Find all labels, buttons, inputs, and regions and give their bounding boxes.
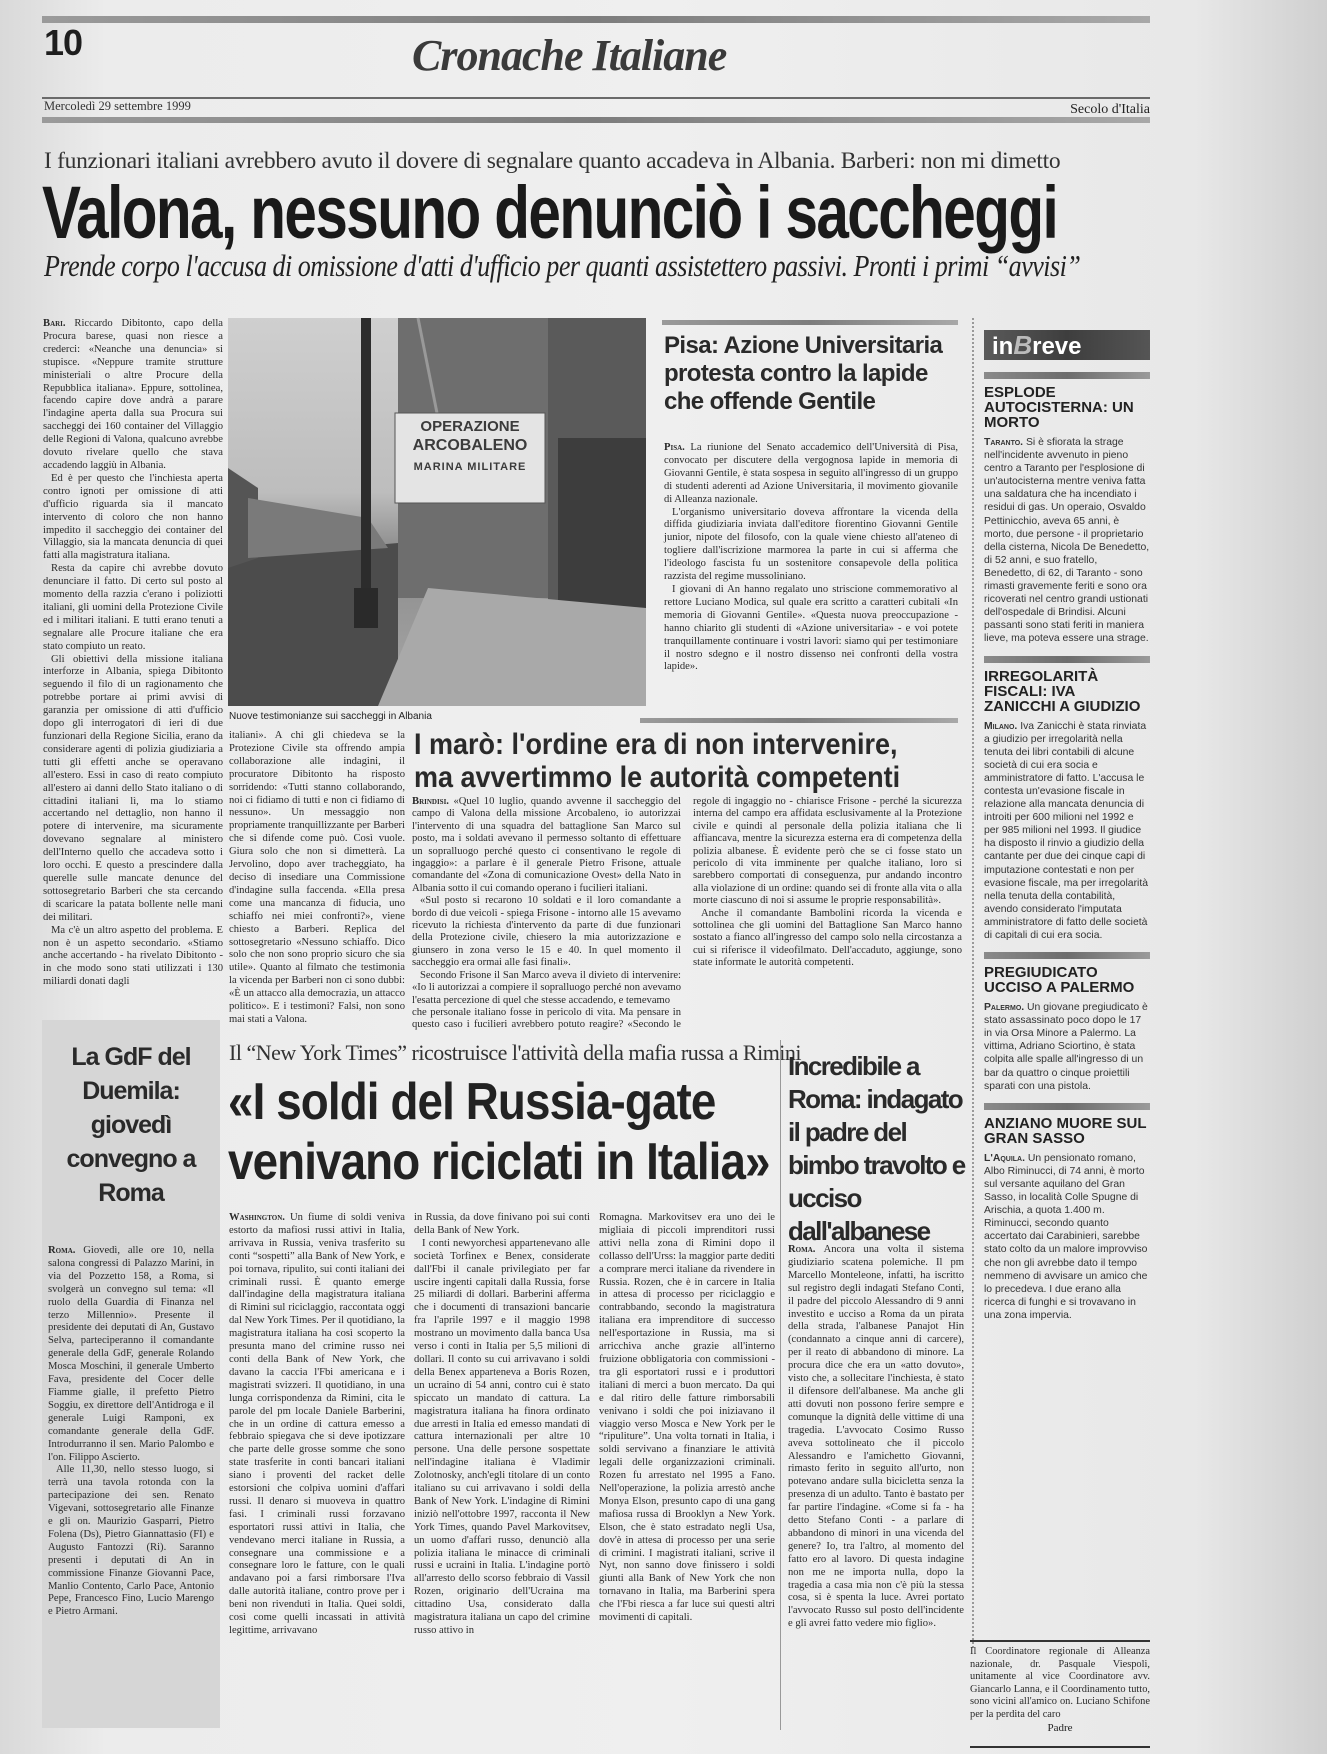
in-breve-label bbox=[984, 330, 1150, 360]
lead-deck: Prende corpo l'accusa di omissione d'atti d'ufficio per quanti assistettero passivi. Pronti i primi “avvisi” bbox=[44, 248, 1081, 283]
breve-body: Si è sfiorata la strage nell'incidente avvenuto in pieno centro a Taranto per l'esplosione di un'autocisterna mentre veniva fatta una saldatura che ha incendiato i residui di gas. Un operaio, Osvaldo Pettinicchio, aveva 65 anni, è morto, due persone - il proprietario della cisterna, Nicola De Benedetto, di 52 anni, e suo fratello, Benedetto, di 62, di Taranto - sono rimasti gravemente feriti e sono ora ricoverati nel centro grandi ustionati dell'ospedale di Brindisi. Alcuni passanti sono stati feriti in maniera lieve, ma poteva essere una strage. bbox=[984, 437, 1150, 645]
sign-text-line-2: ARCOBALENO bbox=[412, 437, 528, 454]
gdf-box bbox=[42, 1020, 220, 1728]
breve-body: Un giovane pregiudicato è stato assassinato poco dopo le 17 in via Orsa Minore a Palermo. La vittima, Adriano Sciortino, è stata colpita alle spalle all'ingresso di un bar da quattro o cinque proiettili sparati con una pistola. bbox=[984, 1002, 1148, 1092]
masthead-rule bbox=[42, 97, 1150, 99]
dateline: Roma. bbox=[788, 1244, 816, 1255]
news-photo bbox=[228, 318, 646, 706]
incredibile-headline: Incredibile a Roma: indagato il padre del bimbo travolto e ucciso dall'albanese bbox=[788, 1051, 965, 1246]
photo-scene bbox=[228, 318, 646, 706]
paragraph: in Russia, da dove finivano poi sui conti della Bank of New York. bbox=[414, 1212, 590, 1236]
in-breve-label-in: in bbox=[992, 333, 1014, 360]
breve-body: Iva Zanicchi è stata rinviata a giudizio per irregolarità nella tenuta dei libri contabili di alcune società di cui era socia e amministratore di fatto. L'accusa le contesta un'evasione fiscale in relazione alla mancata denuncia di introiti per 600 milioni nel 1992 e per 985 milioni nel 1993. Il giudice ha disposto il rinvio a giudizio della cantante per due dei cinque capi di imputazione contestati e non per evasione fiscale, ma per irregolarità nella tenuta della contabilità, avendo considerato l'imputata amministratore di fatto delle società di capitali di cui era socia. bbox=[984, 720, 1149, 941]
paragraph: I giovani di An hanno regalato uno striscione commemorativo al rettore Luciano Modica, sul quale era scritto a caratteri cubitali «In memoria di Giovanni Gentile». «Questa nuova preoccupazione - hanno chiarito gli studenti di «Azione universitaria» - e voi potete tranquillamente continuare i vostri lavori: siamo qui per testimoniare il nostro sdegno e il nostro dissenso nei confronti della vostra lapide». bbox=[664, 583, 958, 673]
page-number: 10 bbox=[44, 22, 83, 63]
dateline: Palermo. bbox=[984, 1002, 1025, 1014]
paragraph: L'organismo universitario doveva affrontare la vicenda della diffida giudiziaria inviata dall'editore fiorentino Giovanni Gentile junior, nipote del filosofo, con la quale viene chiesto all'ateneo di togliere dall'iscrizione marmorea la parte in cui si afferma che l'ideologo fascista fu un sostenitore consapevole della politica razzista del regime mussoliniano. bbox=[664, 506, 958, 583]
breve-separator bbox=[984, 1103, 1150, 1110]
lead-article-column-1 bbox=[43, 318, 223, 988]
paragraph: Gli obiettivi della missione italiana interforze in Albania, spiega Dibitonto seguendo il filo di un ragionamento che potrebbe portare ai primi avvisi di garanzia per omissione di atti d'ufficio dopo gli interrogatori di ieri di due funzionari della Regione Sicilia, erano da considerare agenti di polizia giudiziaria a tutti gli effetti anche se operavano all'estero. Essi in caso di reato compiuto all'estero ai danni dello Stato italiano o di cittadini italiani lì, ma lo stiamo accertando nel dettaglio, non hanno il potere di intervenire, ma sicuramente dovevano segnalare al ministero dell'Interno quello che accadeva sotto i loro occhi. E questo a prescindere dalla querelle sulle mancate denunce del sottosegretario Barberi che sta cercando di scaricare la patata bollente nelle mani dei militari. bbox=[43, 653, 223, 923]
paragraph: Resta da capire chi avrebbe dovuto denunciare il fatto. Di certo sul posto al momento della razzia c'erano i poliziotti italiani, gli uomini della Protezione Civile ed i militari italiani. E tutti erano tenuti a segnalare alle Procure italiane che era stato compiuto un reato. bbox=[43, 563, 223, 652]
paragraph: Ed è per questo che l'inchiesta aperta contro ignoti per omissione di atti d'ufficio riguarda sia il mancato intervento di coloro che non hanno impedito il saccheggio dei container del Villaggio, sia la mancata denuncia di quei fatti alla magistratura italiana. bbox=[43, 472, 223, 562]
pisa-rule bbox=[662, 320, 958, 325]
paragraph: «Sul posto si recarono 10 soldati e il loro comandante a bordo di due veicoli - spiega Frisone - intorno alle 15 avevamo ricevuto la richiesta d'intervento da parte di due funzionari della Protezione civile, chiesero la mia autorizzazione e giunsero in zona verso le 15 e 40. In quel momento il saccheggio era ormai alle fasi finali». bbox=[412, 895, 681, 969]
in-breve-column bbox=[984, 330, 1150, 1332]
sign-text-line-1: OPERAZIONE bbox=[420, 418, 520, 435]
obituary-signature: Padre bbox=[1047, 1721, 1073, 1734]
paragraph: Ancora una volta il sistema giudiziario scatena polemiche. Il pm Marcello Monteleone, infatti, ha iscritto sul registro degli indagati Stefano Conti, il padre del piccolo Alessandro di 9 anni investito e ucciso a Roma da un pirata della strada, l'albanese Panajot Hin (condannato a cinque anni di carcere), per il reato di abbandono di minore. La procura dice che era un «atto dovuto», visto che, a sollecitare l'inchiesta, è stato il difensore dell'albanese. Ma anche gli atti dovuti non possono ferire sempre e comunque la dignità delle vittime di una tragedia. L'avvocato Cosimo Russo aveva sottolineato che il piccolo Alessandro e l'amichetto Giovanni, rimasto ferito in seguito all'urto, non potevano andare sulla bicicletta senza la presenza di un adulto. Tanto è bastato per far partire l'indagine. «Come si fa - ha detto Stefano Conti - a parlare di abbandono di minori in una vicenda del genere? Io, tra l'altro, al momento del fatto ero al lavoro. Di questa indagine non me ne importa nulla, dopo la tragedia a casa mia non c'è più la stessa cosa, si è spenta la luce. Avrei portato l'avvocato Russo sul posto dell'incidente e gli avrei fatto vedere mio figlio». bbox=[788, 1244, 964, 1630]
obituary-text: Il Coordinatore regionale di Alleanza nazionale, dr. Pasquale Viespoli, unitamente al vice Coordinatore avv. Giancarlo Lanna, e il Coordinamento tutto, sono vicini all'amico on. Luciano Schifone per la perdita del caro bbox=[970, 1646, 1150, 1720]
paragraph: I conti newyorchesi appartenevano alle società Torfinex e Benex, considerate dall'Fbi il canale privilegiato per far uscire ingenti capitali dalla Russia, forse 25 miliardi di dollari. Barberini afferma che i documenti di transazioni bancarie fra l'aprile 1997 e il maggio 1998 mostrano un movimento dalla banca Usa verso i conti in Italia per 5,5 milioni di dollari. Il conto su cui arrivavano i soldi della Benex apparteneva a Boris Rozen, un ucraino di 54 anni, contro cui è stato spiccato un mandato di cattura. La magistratura italiana ha finora ordinato due arresti in Italia ed emesso mandati di cattura internazionali per altre 10 persone. Una delle persone sospettate nell'indagine italiana è Vladimir Zolotnosky, anch'egli titolare di un conto italiano su cui arrivavano i soldi della Bank of New York. L'indagine di Rimini iniziò nell'ottobre 1997, racconta il New York Times, quando Pavel Markovitsev, un uomo d'affari russo, denunciò alla polizia italiana le minacce di criminali russi e ucraini in Italia. L'indagine portò all'arresto dello scorso febbraio di Vassil Rozen, originario dell'Ucraina ma cittadino Usa, considerato dalla magistratura italiana un capo del crimine russo attivo in bbox=[414, 1237, 590, 1636]
russia-article-column-2 bbox=[414, 1212, 590, 1727]
sign-text-line-3: MARINA MILITARE bbox=[413, 461, 527, 473]
paragraph: Anche il comandante Bambolini ricorda la vicenda e sottolinea che gli uomini del Battaglione San Marco hanno sostato a fianco all'ingresso del campo solo nella circostanza a cui si riferisce il videofilmato. Dell'accaduto, aggiunge, sono state informate le autorità competenti. bbox=[693, 907, 962, 969]
dateline: Taranto. bbox=[984, 437, 1024, 448]
dateline: Washington. bbox=[229, 1212, 285, 1223]
breve-title: ESPLODE AUTOCISTERNA: UN MORTO bbox=[984, 384, 1134, 431]
lead-kicker: I funzionari italiani avrebbero avuto il dovere di segnalare quanto accadeva in Albania. Barberi: non mi dimetto bbox=[44, 148, 1061, 174]
breve-item bbox=[984, 656, 1150, 943]
issue-date: Mercoledì 29 settembre 1999 bbox=[44, 99, 191, 113]
lead-headline: Valona, nessuno denunciò i saccheggi bbox=[42, 171, 1058, 254]
column-divider bbox=[780, 1040, 781, 1730]
top-rule bbox=[42, 16, 1150, 23]
paragraph: La riunione del Senato accademico dell'Università di Pisa, convocato per discutere della vergognosa lapide in memoria di Giovanni Gentile, è stata sospesa in seguito all'ingresso di un gruppo di studenti aderenti ad Azione Universitaria, il movimento giovanile di Alleanza nazionale. bbox=[664, 442, 958, 505]
breve-body: Un pensionato romano, Albo Riminucci, di 74 anni, è morto sul versante aquilano del Gran Sasso, in località Colle Spugne di Arischia, a quota 1.400 m. Riminucci, secondo quanto accertato dai Carabinieri, sarebbe stato colto da un malore improvviso che non gli avrebbe dato il tempo nemmeno di avvisare un amico che lo precedeva. I due erano alla ricerca di funghi e si trovavano in una zona impervia. bbox=[984, 1152, 1148, 1321]
breve-title: ANZIANO MUORE SUL GRAN SASSO bbox=[984, 1114, 1147, 1147]
paragraph: che personale italiano fosse in pericolo di vita. Ma pensare in questo caso i fucilieri avrebbero potuto reagire? «Secondo le regole di ingaggio no - chiarisce Frisone - perché la sicurezza interna del campo era affidata esclusivamente al la Protezione civile e quindi al personale della polizia italiana che li affiancava, mentre la sicurezza esterna era di competenza della polizia albanese. È evidente però che se ci fosse stato un pericolo di vita imminente per qualche italiano, loro si sarebbero comportati di conseguenza, pur andando incontro alla violazione di un ordine: quando sei di fronte alla vita o alla morte ciascuno di noi si assume le proprie responsabilità». bbox=[412, 796, 962, 1031]
breve-title: IRREGOLARITÀ FISCALI: IVA ZANICCHI A GIUDIZIO bbox=[984, 667, 1141, 715]
newspaper-name: Secolo d'Italia bbox=[1070, 102, 1150, 117]
paragraph: Ma c'è un altro aspetto del problema. E non è un aspetto secondario. «Stiamo anche accertando - ha rivelato Dibitonto - in che modo sono stati utilizzati i 130 miliardi donati dagli bbox=[43, 924, 223, 988]
breve-separator bbox=[984, 372, 1150, 379]
in-breve-label-rest: reve bbox=[1032, 333, 1082, 360]
breve-title: PREGIUDICATO UCCISO A PALERMO bbox=[984, 964, 1135, 997]
lead-article-column-2 bbox=[229, 730, 405, 1025]
photo-caption: Nuove testimonianze sui saccheggi in Albania bbox=[229, 711, 432, 722]
gdf-article-body bbox=[48, 1245, 214, 1723]
gdf-headline: La GdF del Duemila: giovedì convegno a Roma bbox=[66, 1043, 196, 1207]
dateline: Bari. bbox=[43, 318, 66, 329]
breve-item bbox=[984, 952, 1150, 1093]
pisa-headline: Pisa: Azione Universitaria protesta contro la lapide che offende Gentile bbox=[664, 332, 943, 415]
paragraph: Giovedì, alle ore 10, nella salona congressi di Palazzo Marini, in via del Pozzetto 158, a Roma, si svolgerà un convegno sul tema: «Il ruolo della Guardia di Finanza nel terzo Millennio». Presente il presidente dei deputati di An, Gustavo Selva, parteciperanno il comandante generale della GdF, generale Rolando Mosca Moschini, il generale Umberto Fava, presidente del Cocer delle Fiamme gialle, il prefetto Pietro Soggiu, ex direttore dell'Antidroga e il generale Luigi Ramponi, ex comandante generale della GdF. Introdurranno il sen. Mario Palombo e l'on. Filippo Ascierto. bbox=[48, 1245, 214, 1463]
in-breve-label-initial: B bbox=[1013, 330, 1033, 360]
dateline: Milano. bbox=[984, 720, 1018, 732]
paragraph: Secondo Frisone il San Marco aveva il divieto di intervenire: «Io li autorizzai a compiere il sopralluogo perché non avevamo l'esatta percezione di quel che stesse accadendo, e temevamo bbox=[412, 969, 681, 1006]
dateline: Pisa. bbox=[664, 442, 685, 453]
incredibile-article-body bbox=[788, 1244, 964, 1728]
maro-headline-line-1: I marò: l'ordine era di non intervenire, bbox=[414, 728, 898, 761]
section-title: Cronache Italiane bbox=[412, 31, 727, 80]
pisa-article-body bbox=[664, 442, 958, 708]
maro-article-body bbox=[412, 796, 962, 1036]
breve-item bbox=[984, 372, 1150, 646]
russia-headline-line-2: venivano riciclati in Italia» bbox=[228, 1133, 770, 1191]
breve-separator bbox=[984, 952, 1150, 959]
maro-headline-line-2: ma avvertimmo le autorità competenti bbox=[414, 761, 901, 794]
masthead-band bbox=[42, 117, 1150, 123]
paragraph: Un fiume di soldi veniva estorto da mafiosi russi attivi in Italia, arrivava in Russia, veniva trasferito su conti “sospetti” alla Bank of New York, e poi tornava, ripulito, sui conti italiani dei criminali russi. È quanto emerge dall'indagine della magistratura italiana di Rimini sul riciclaggio, raccontata oggi dal New York Times. Per il quotidiano, la magistratura italiana ha così scoperto la presunta mano del crimine russo nei conti della Bank of New York, che davano la caccia l'Fbi americana e i magistrati svizzeri. Il quotidiano, in una lunga corrispondenza da Rimini, cita le parole del pm locale Daniele Barberini, che in un ordine di cattura emesso a febbraio spiegava che si deve ipotizzare che parte delle grosse somme che sono state trasferite in conti bancari italiani siano i proventi del racket delle estorsioni che colpiva uomini d'affari russi. Il denaro si muoveva in quattro fasi. I criminali russi forzavano esportatori russi attivi in Italia, che vendevano merci italiane in Russia, a consegnare una commissione e a consegnare loro le fatture, con le quali andavano poi a farsi rimborsare l'Iva dalle autorità italiane, contro prove per i beni non rivenduti in Italia. Quei soldi, così come quelli incassati in attività legittime, arrivavano bbox=[229, 1212, 405, 1636]
dateline: Roma. bbox=[48, 1245, 76, 1256]
column-divider bbox=[972, 318, 974, 1648]
russia-article-column-3 bbox=[599, 1212, 775, 1727]
paragraph: «Quel 10 luglio, quando avvenne il saccheggio del campo di Valona della missione Arcobaleno, io autorizzai l'intervento di una squadra del battaglione San Marco sul posto, ma i soldati avevano il permesso soltanto di effettuare un sopralluogo perché questo ci consentivano le regole di ingaggio»: a parlare è il generale Pietro Frisone, attuale comandante del «Zona di comunicazione Ovest» della Nato in Albania sotto il cui comando operano i fucilieri italiani. bbox=[412, 796, 681, 894]
breve-item bbox=[984, 1103, 1150, 1322]
breve-separator bbox=[984, 656, 1150, 663]
dateline: L'Aquila. bbox=[984, 1152, 1025, 1164]
russia-headline-line-1: «I soldi del Russia-gate bbox=[228, 1073, 716, 1131]
paragraph: italiani». A chi gli chiedeva se la Protezione Civile sta offrendo ampia collaborazione alle indagini, il procuratore Dibitonto ha risposto sorridendo: «Tutti stanno collaborando, noi ci fidiamo di tutti e non ci fidiamo di nessuno». Un messaggio non propriamente tranquillizzante per Barberi che si difende come può. Così vuole. Giura solo che non si dimetterà. La Jervolino, dopo aver tracheggiato, ha deciso di insediare una Commissione d'indagine sulla faccenda. «Ella presa come una mancanza di fiducia, uno schiaffo nei miei confronti?», viene chiesto a Barberi. Replica del sottosegretario «Nessuno schiaffo. Dico solo che non sono proprio sicuro che sia utile». Quanto al filmato che testimonia la vicenda per Barberi non ci sono dubbi: «È un attacco alla democrazia, un attacco politico». E i testimoni? Falsi, non sono mai stati a Valona. bbox=[229, 730, 405, 1025]
obituary-notice bbox=[970, 1640, 1150, 1748]
paragraph: Riccardo Dibitonto, capo della Procura barese, quasi non riesce a crederci: «Neanche una denuncia» si stupisce. «Neppure tramite strutture ministeriali o altre Procure della Repubblica italiana». Eppure, sottolinea, facendo capire dove andrà a parare l'indagine aperta dalla sua Procura sui saccheggi dei 160 container del Villaggio delle Regioni di Valona, qualcuno avrebbe dovuto rivelare quello che stava accadendo laggiù in Albania. bbox=[43, 318, 223, 471]
paragraph: Romagna. Markovitsev era uno dei le migliaia di piccoli imprenditori russi attivi nella zona di Rimini dopo il collasso dell'Urss: la maggior parte dediti a comprare merci italiane da rivendere in Russia. Rozen, che è in carcere in Italia in attesa di processo per riciclaggio e contrabbando, secondo la magistratura italiana era imprenditore di successo nell'esportazione in Russia, ma si arricchiva anche grazie all'interno fruizione obbligatoria con commissioni - tra gli esportatori russi e i produttori italiani di merci a buon mercato. Da qui e dal ritiro delle fatture rimborsabili venivano i soldi che poi iniziavano il viaggio verso Mosca e New York per le “ripuliture”. Una volta tornati in Italia, i soldi servivano a finanziare le attività legali delle organizzazioni criminali. Rozen fu arrestato nel 1995 a Fano. Nell'operazione, la polizia arrestò anche Monya Elson, presunto capo di una gang mafiosa russa di Brooklyn a New York. Elson, che è stato estradato negli Usa, dov'è in attesa di processo per una serie di crimini. I magistrati italiani, scrive il Nyt, non sanno dove finissero i soldi giunti alla Bank of New York che non tornavano in Italia, ma Barberini spera che l'Fbi riesca a far luce sui questi altri movimenti di capitali. bbox=[599, 1212, 775, 1624]
russia-article-column-1 bbox=[229, 1212, 405, 1727]
maro-rule bbox=[640, 718, 958, 723]
paragraph: Alle 11,30, nello stesso luogo, si terrà una tavola rotonda con la partecipazione dei sen. Renato Vigevani, sottosegretario alle Finanze e gli on. Maurizio Gasparri, Pietro Folena (Ds), Pietro Giannattasio (FI) e Augusto Fantozzi (Ri). Saranno presenti i deputati di An in commissione Finanze Giovanni Pace, Manlio Contento, Carlo Pace, Antonio Pepe, Francesco Fino, Lucio Marengo e Pietro Armani. bbox=[48, 1464, 214, 1618]
dateline: Brindisi. bbox=[412, 796, 449, 807]
russia-kicker: Il “New York Times” ricostruisce l'attività della mafia russa a Rimini bbox=[229, 1040, 802, 1065]
